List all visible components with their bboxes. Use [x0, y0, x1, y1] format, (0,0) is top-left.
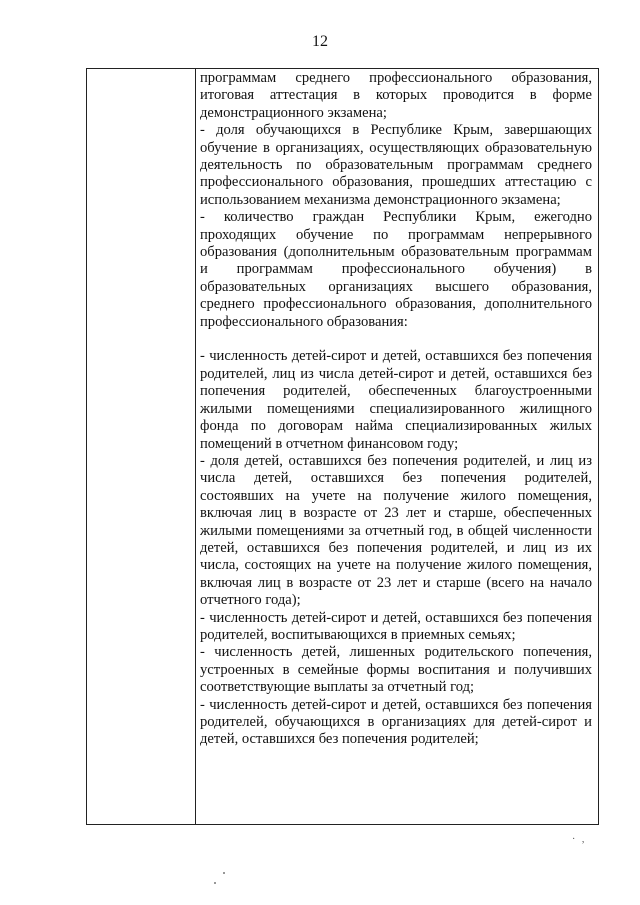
- paragraph-family-placement: - численность детей, лишенных родительского попечения, устроенных в семейные формы воспитания и получивших соответствующие выплаты за отчетный год;: [200, 644, 592, 696]
- scan-dot: [223, 872, 225, 874]
- document-table: [86, 68, 599, 825]
- page-number: 12: [312, 33, 328, 50]
- paragraph-spacer: [200, 331, 592, 348]
- paragraph-orphan-institutions: - численность детей-сирот и детей, оставшихся без попечения родителей, обучающихся в организациях для детей-сирот и детей, оставшихся без попечения родителей;: [200, 696, 592, 748]
- paragraph-demo-exam-share: - доля обучающихся в Республике Крым, завершающих обучение в организациях, осуществляющих образовательную деятельность по образовательным программам среднего профессионального образования, прошедших аттестацию с использованием механизма демонстрационного экзамена;: [200, 122, 592, 208]
- paragraph-foster-families: - численность детей-сирот и детей, оставшихся без попечения родителей, воспитывающихся в приемных семьях;: [200, 609, 592, 643]
- paragraph-orphans-housing-share: - доля детей, оставшихся без попечения родителей, и лиц из числа детей, оставшихся без попечения родителей, состоявших на учете на получение жилого помещения, включая лиц в возрасте от 23 лет и старше, обеспеченных жилыми помещениями за отчетный год, в общей численности детей, оставшихся без попечения родителей, и лиц из их числа, состоящих на учете на получение жилого помещения, включая лиц в возрасте от 23 лет и старше (всего на начало отчетного года);: [200, 452, 592, 609]
- paragraph-orphans-housing: - численность детей-сирот и детей, оставшихся без попечения родителей, лиц из числа детей-сирот и детей, оставшихся без попечения родителей, обеспеченных благоустроенными жилыми помещениями специализированного жилищного фонда по договорам найма специализированных жилых помещений в отчетном финансовом году;: [200, 348, 592, 452]
- scan-dot: [214, 882, 216, 884]
- scan-marks: · ,: [572, 834, 587, 845]
- column-divider: [195, 69, 196, 824]
- table-right-cell: [200, 70, 592, 749]
- paragraph-continuation: программам среднего профессионального образования, итоговая аттестация в которых проводится в форме демонстрационного экзамена;: [200, 70, 592, 121]
- paragraph-continuous-education: - количество граждан Республики Крым, ежегодно проходящих обучение по программам непрерывного образования (дополнительным образовательным программам и программам профессионального обучения) в образовательных организациях высшего образования, среднего профессионального образования, дополнительного профессионального образования:: [200, 209, 592, 330]
